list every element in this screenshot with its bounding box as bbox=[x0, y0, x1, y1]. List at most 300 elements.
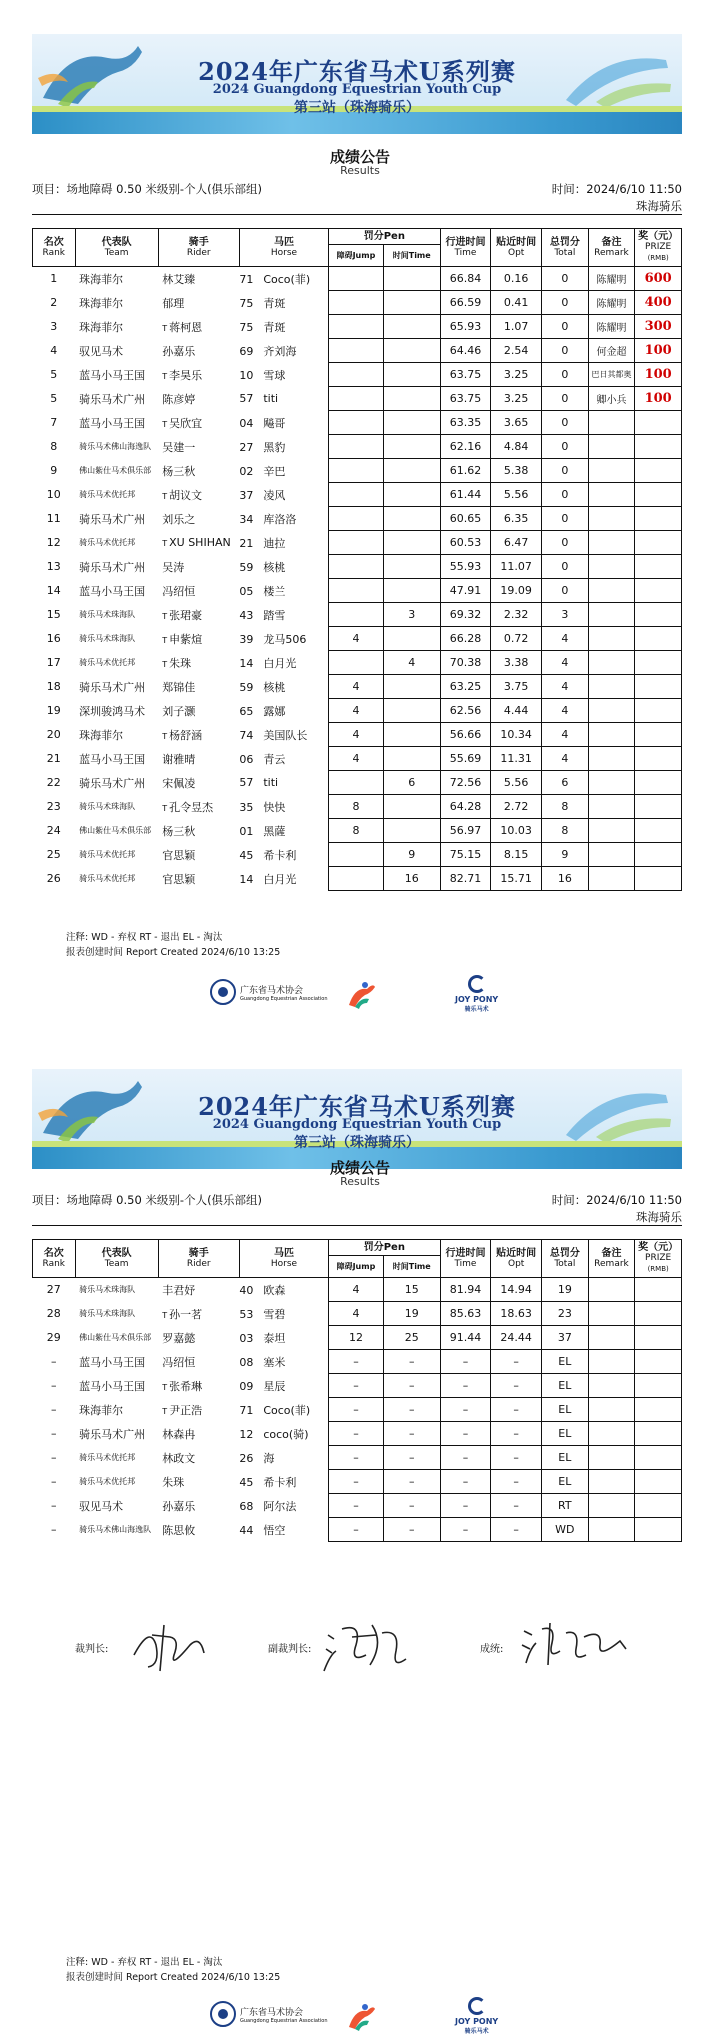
joypony-mark-icon bbox=[468, 1997, 486, 2015]
remark-cell bbox=[588, 1374, 635, 1398]
jump-pen-cell: 4 bbox=[329, 723, 384, 747]
total-cell: 3 bbox=[542, 603, 589, 627]
horse-name: coco(骑) bbox=[263, 1427, 309, 1441]
horse-cell bbox=[239, 555, 328, 579]
rider-cell bbox=[158, 1374, 239, 1398]
total-cell: 4 bbox=[542, 699, 589, 723]
opt-cell: 4.44 bbox=[491, 699, 542, 723]
jump-pen-cell: 12 bbox=[329, 1326, 384, 1350]
prize-cell bbox=[635, 1470, 682, 1494]
time-cell: 63.35 bbox=[440, 411, 491, 435]
team-cell: 骑乐马术广州 bbox=[79, 392, 146, 406]
rider-name: 林艾臻 bbox=[162, 272, 196, 286]
horse-cell bbox=[239, 627, 328, 651]
prize-cell: 100 bbox=[635, 339, 682, 363]
remark-cell: 卿小兵 bbox=[588, 387, 635, 411]
remark-cell bbox=[588, 507, 635, 531]
result-row bbox=[33, 1470, 682, 1494]
rank-cell: 1 bbox=[50, 272, 58, 286]
result-row bbox=[33, 1518, 682, 1542]
opt-cell: 3.25 bbox=[491, 387, 542, 411]
jump-pen-cell bbox=[329, 651, 384, 675]
venue-label: 珠海骑乐 bbox=[636, 199, 682, 213]
result-row bbox=[33, 267, 682, 291]
jump-pen-cell bbox=[329, 267, 384, 291]
opt-cell: – bbox=[491, 1398, 542, 1422]
horse-number: 06 bbox=[239, 752, 254, 766]
jump-pen-cell bbox=[329, 339, 384, 363]
joypony-logo: JOY PONY 骑乐马术 bbox=[455, 975, 498, 1013]
rider-cell bbox=[158, 795, 239, 819]
total-cell: RT bbox=[542, 1494, 589, 1518]
jump-pen-cell: 4 bbox=[329, 1302, 384, 1326]
rank-cell: 21 bbox=[46, 752, 61, 765]
horse-number: 39 bbox=[239, 632, 254, 646]
col-pen: 罚分Pen bbox=[329, 1240, 441, 1256]
rider-name: 朱珠 bbox=[169, 656, 192, 670]
horse-number: 59 bbox=[239, 680, 254, 694]
team-cell: 骑乐马术佛山海逸队 bbox=[79, 442, 152, 451]
rider-cell bbox=[158, 339, 239, 363]
jump-pen-cell bbox=[329, 363, 384, 387]
col-horse: 马匹 Horse bbox=[239, 229, 328, 267]
time-pen-cell bbox=[383, 315, 440, 339]
results-body-page-1 bbox=[33, 267, 682, 891]
total-cell: WD bbox=[542, 1518, 589, 1542]
prize-cell bbox=[635, 771, 682, 795]
project-label: 项目：场地障碍 0.50 米级别-个人(俱乐部组) bbox=[32, 1193, 263, 1207]
col-remark: 备注 Remark bbox=[588, 1240, 635, 1278]
rank-cell: 2 bbox=[50, 296, 58, 309]
col-prize: 奖（元） PRIZE (RMB) bbox=[635, 229, 682, 267]
time-pen-cell bbox=[383, 555, 440, 579]
time-cell: – bbox=[440, 1350, 491, 1374]
team-cell: 骑乐马术珠海队 bbox=[79, 802, 136, 811]
horse-number: 40 bbox=[239, 1283, 254, 1297]
total-cell: EL bbox=[542, 1398, 589, 1422]
rider-name: 冯绍恒 bbox=[162, 584, 196, 598]
rider-name: 孙嘉乐 bbox=[162, 1499, 196, 1513]
remark-cell bbox=[588, 699, 635, 723]
prize-cell bbox=[635, 507, 682, 531]
rider-cell bbox=[158, 315, 239, 339]
total-cell: 4 bbox=[542, 723, 589, 747]
prize-cell: 100 bbox=[635, 387, 682, 411]
prize-cell bbox=[635, 795, 682, 819]
prize-cell bbox=[635, 699, 682, 723]
team-cell: 骑乐马术广州 bbox=[79, 680, 146, 694]
prize-cell bbox=[635, 675, 682, 699]
time-pen-cell: – bbox=[383, 1446, 440, 1470]
total-cell: 16 bbox=[542, 867, 589, 891]
horse-cell bbox=[239, 531, 328, 555]
total-cell: 23 bbox=[542, 1302, 589, 1326]
horse-name: 希卡利 bbox=[263, 848, 297, 862]
page-title: 成绩公告 bbox=[329, 148, 390, 166]
team-cell: 深圳骏鸿马术 bbox=[79, 704, 146, 718]
horse-name: 青斑 bbox=[263, 320, 286, 334]
rider-cell bbox=[158, 819, 239, 843]
time-cell: – bbox=[440, 1446, 491, 1470]
total-cell: 0 bbox=[542, 291, 589, 315]
total-cell: 0 bbox=[542, 339, 589, 363]
footer-logos bbox=[0, 1997, 720, 2037]
total-cell: 8 bbox=[542, 795, 589, 819]
total-cell: 4 bbox=[542, 627, 589, 651]
rank-cell: 22 bbox=[46, 776, 61, 789]
horse-number: 14 bbox=[239, 656, 254, 670]
rider-name: 官思颖 bbox=[162, 848, 196, 862]
horse-name: 核桃 bbox=[263, 680, 286, 694]
jump-pen-cell bbox=[329, 507, 384, 531]
rank-cell: 19 bbox=[46, 704, 61, 717]
opt-cell: – bbox=[491, 1470, 542, 1494]
rider-name: 吴建一 bbox=[162, 440, 196, 454]
time-pen-cell bbox=[383, 579, 440, 603]
rider-name: 刘子灏 bbox=[162, 704, 196, 718]
horse-number: 71 bbox=[239, 272, 254, 286]
prize-cell bbox=[635, 555, 682, 579]
result-row bbox=[33, 483, 682, 507]
horse-number: 57 bbox=[239, 776, 254, 789]
result-row bbox=[33, 747, 682, 771]
remark-cell bbox=[588, 627, 635, 651]
time-label: 时间：2024/6/10 11:50 bbox=[551, 182, 682, 196]
total-cell: 8 bbox=[542, 819, 589, 843]
remark-cell bbox=[588, 795, 635, 819]
jump-pen-cell bbox=[329, 483, 384, 507]
time-cell: 56.66 bbox=[440, 723, 491, 747]
horse-cell bbox=[239, 315, 328, 339]
horse-cell bbox=[239, 1278, 328, 1302]
horse-cell bbox=[239, 459, 328, 483]
horse-cell bbox=[239, 867, 328, 891]
rider-name: 丰君妤 bbox=[162, 1283, 196, 1297]
banner-station: 第三站（珠海骑乐） bbox=[294, 100, 420, 116]
deputy-judge-signature bbox=[322, 1615, 412, 1677]
horse-name: 希卡利 bbox=[263, 1475, 297, 1489]
remark-cell bbox=[588, 1446, 635, 1470]
scorer-signature bbox=[520, 1619, 630, 1669]
rider-name: 孙嘉乐 bbox=[162, 344, 196, 358]
remark-cell bbox=[588, 819, 635, 843]
remark-cell: 何金超 bbox=[588, 339, 635, 363]
total-cell: 0 bbox=[542, 579, 589, 603]
jump-pen-cell: – bbox=[329, 1446, 384, 1470]
team-cell: 骑乐马术珠海队 bbox=[79, 1309, 136, 1318]
jump-pen-cell: – bbox=[329, 1398, 384, 1422]
rider-name: 宋佩凌 bbox=[162, 776, 196, 790]
jump-pen-cell: – bbox=[329, 1374, 384, 1398]
rider-name: 尹正浩 bbox=[169, 1403, 203, 1417]
rider-cell bbox=[158, 267, 239, 291]
remark-cell bbox=[588, 1470, 635, 1494]
association-logo: 广东省马术协会 Guangdong Equestrian Association bbox=[210, 979, 328, 1005]
rank-cell: – bbox=[51, 1355, 57, 1368]
time-cell: – bbox=[440, 1398, 491, 1422]
rank-cell: 8 bbox=[50, 440, 58, 453]
total-cell: EL bbox=[542, 1446, 589, 1470]
total-cell: 6 bbox=[542, 771, 589, 795]
rider-cell bbox=[158, 675, 239, 699]
result-row bbox=[33, 1398, 682, 1422]
col-pen: 罚分Pen bbox=[329, 229, 441, 245]
horse-number: 12 bbox=[239, 1427, 254, 1441]
col-team: 代表队 Team bbox=[75, 1240, 158, 1278]
jump-pen-cell bbox=[329, 579, 384, 603]
result-row bbox=[33, 507, 682, 531]
prize-cell bbox=[635, 1494, 682, 1518]
horse-cell bbox=[239, 435, 328, 459]
horse-name: 白月光 bbox=[263, 656, 297, 670]
total-cell: EL bbox=[542, 1422, 589, 1446]
team-member-mark: T bbox=[162, 491, 168, 501]
result-row bbox=[33, 627, 682, 651]
remark-cell bbox=[588, 867, 635, 891]
rider-cell bbox=[158, 747, 239, 771]
result-row bbox=[33, 1374, 682, 1398]
rank-cell: 4 bbox=[50, 344, 58, 357]
time-cell: 55.93 bbox=[440, 555, 491, 579]
horse-name: 飚哥 bbox=[263, 416, 286, 430]
total-cell: 19 bbox=[542, 1278, 589, 1302]
remark-cell bbox=[588, 603, 635, 627]
horse-cell bbox=[239, 411, 328, 435]
horse-cell bbox=[239, 771, 328, 795]
total-cell: 0 bbox=[542, 483, 589, 507]
time-pen-cell bbox=[383, 411, 440, 435]
horse-cell bbox=[239, 579, 328, 603]
remark-cell bbox=[588, 1518, 635, 1542]
team-member-mark: T bbox=[162, 1406, 168, 1416]
result-row bbox=[33, 1446, 682, 1470]
rider-name: 杨三秋 bbox=[162, 464, 196, 478]
rider-name: 林政文 bbox=[162, 1451, 196, 1465]
prize-cell bbox=[635, 1446, 682, 1470]
rank-cell: 14 bbox=[46, 584, 61, 597]
rider-name: 郑锦佳 bbox=[162, 680, 196, 694]
col-rider: 骑手 Rider bbox=[158, 229, 239, 267]
horse-number: 04 bbox=[239, 416, 254, 430]
horse-number: 74 bbox=[239, 728, 254, 742]
time-pen-cell bbox=[383, 627, 440, 651]
result-row bbox=[33, 675, 682, 699]
time-cell: 70.38 bbox=[440, 651, 491, 675]
horse-name: 凌风 bbox=[263, 488, 286, 502]
rider-cell bbox=[158, 1302, 239, 1326]
time-pen-cell bbox=[383, 723, 440, 747]
horse-cell bbox=[239, 1398, 328, 1422]
legend-note: 注释: WD - 弃权 RT - 退出 EL - 淘汰 bbox=[66, 1957, 223, 1968]
results-body-page-2 bbox=[33, 1278, 682, 1542]
result-row bbox=[33, 435, 682, 459]
time-pen-cell: 25 bbox=[383, 1326, 440, 1350]
time-cell: 63.75 bbox=[440, 363, 491, 387]
team-cell: 佛山紫仕马术俱乐部 bbox=[79, 1333, 152, 1342]
rider-cell bbox=[158, 531, 239, 555]
horse-cell bbox=[239, 267, 328, 291]
total-cell: 0 bbox=[542, 435, 589, 459]
divider bbox=[32, 1225, 682, 1226]
rider-cell bbox=[158, 843, 239, 867]
prize-cell bbox=[635, 651, 682, 675]
prize-cell bbox=[635, 1374, 682, 1398]
total-cell: 0 bbox=[542, 531, 589, 555]
horse-name: 楼兰 bbox=[263, 584, 286, 598]
rank-cell: 20 bbox=[46, 728, 61, 741]
jump-pen-cell: – bbox=[329, 1470, 384, 1494]
time-pen-cell: 19 bbox=[383, 1302, 440, 1326]
horse-number: 08 bbox=[239, 1355, 254, 1369]
col-opt: 贴近时间 Opt bbox=[491, 229, 542, 267]
opt-cell: 8.15 bbox=[491, 843, 542, 867]
remark-cell bbox=[588, 579, 635, 603]
opt-cell: – bbox=[491, 1374, 542, 1398]
horse-number: 69 bbox=[239, 344, 254, 358]
col-team: 代表队 Team bbox=[75, 229, 158, 267]
remark-cell bbox=[588, 459, 635, 483]
result-row bbox=[33, 579, 682, 603]
rank-cell: 5 bbox=[50, 392, 58, 405]
team-cell: 骑乐马术广州 bbox=[79, 560, 146, 574]
remark-cell bbox=[588, 1350, 635, 1374]
horse-number: 02 bbox=[239, 464, 254, 478]
rider-cell bbox=[158, 1326, 239, 1350]
rider-cell bbox=[158, 291, 239, 315]
jump-pen-cell bbox=[329, 411, 384, 435]
rider-cell bbox=[158, 603, 239, 627]
time-cell: – bbox=[440, 1470, 491, 1494]
time-pen-cell bbox=[383, 747, 440, 771]
rider-cell bbox=[158, 1398, 239, 1422]
rider-cell bbox=[158, 459, 239, 483]
total-cell: 0 bbox=[542, 387, 589, 411]
col-total: 总罚分 Total bbox=[542, 229, 589, 267]
horse-name: 星辰 bbox=[263, 1379, 286, 1393]
time-pen-cell: 15 bbox=[383, 1278, 440, 1302]
prize-cell bbox=[635, 1278, 682, 1302]
time-cell: 82.71 bbox=[440, 867, 491, 891]
result-row bbox=[33, 603, 682, 627]
prize-cell bbox=[635, 627, 682, 651]
horse-number: 14 bbox=[239, 872, 254, 886]
opt-cell: – bbox=[491, 1422, 542, 1446]
remark-cell bbox=[588, 531, 635, 555]
jump-pen-cell: 4 bbox=[329, 627, 384, 651]
horse-name: 雪碧 bbox=[263, 1307, 286, 1321]
opt-cell: 10.34 bbox=[491, 723, 542, 747]
rider-cell bbox=[158, 1494, 239, 1518]
time-cell: 75.15 bbox=[440, 843, 491, 867]
rider-name: 张珺豪 bbox=[169, 608, 203, 622]
result-row bbox=[33, 843, 682, 867]
rider-name: 林森冉 bbox=[162, 1427, 196, 1441]
time-pen-cell bbox=[383, 435, 440, 459]
result-row bbox=[33, 819, 682, 843]
team-cell: 珠海菲尔 bbox=[79, 728, 124, 742]
horse-cell bbox=[239, 1470, 328, 1494]
remark-cell bbox=[588, 651, 635, 675]
horse-cell bbox=[239, 1494, 328, 1518]
jump-pen-cell: – bbox=[329, 1494, 384, 1518]
event-banner bbox=[32, 1069, 682, 1169]
horse-name: 黑豹 bbox=[263, 440, 286, 454]
opt-cell: 5.56 bbox=[491, 483, 542, 507]
team-cell: 驭见马术 bbox=[79, 1499, 124, 1513]
opt-cell: 2.72 bbox=[491, 795, 542, 819]
team-cell: 蓝马小马王国 bbox=[79, 752, 146, 766]
rank-cell: 7 bbox=[50, 416, 58, 429]
time-pen-cell: – bbox=[383, 1494, 440, 1518]
rider-name: 孙一茗 bbox=[169, 1307, 203, 1321]
col-time: 行进时间 Time bbox=[440, 1240, 491, 1278]
horse-number: 44 bbox=[239, 1523, 254, 1537]
rider-cell bbox=[158, 1446, 239, 1470]
team-cell: 骑乐马术优托邦 bbox=[79, 1477, 136, 1486]
team-cell: 骑乐马术珠海队 bbox=[79, 610, 136, 619]
time-cell: 63.25 bbox=[440, 675, 491, 699]
time-pen-cell: 9 bbox=[383, 843, 440, 867]
prize-cell: 600 bbox=[635, 267, 682, 291]
prize-cell bbox=[635, 867, 682, 891]
team-cell: 骑乐马术广州 bbox=[79, 776, 146, 790]
result-row bbox=[33, 1350, 682, 1374]
divider bbox=[32, 214, 682, 215]
total-cell: 0 bbox=[542, 363, 589, 387]
jump-pen-cell bbox=[329, 603, 384, 627]
opt-cell: 5.56 bbox=[491, 771, 542, 795]
jump-pen-cell bbox=[329, 843, 384, 867]
rider-cell bbox=[158, 483, 239, 507]
col-horse: 马匹 Horse bbox=[239, 1240, 328, 1278]
rank-cell: 23 bbox=[46, 800, 61, 813]
remark-cell: 陈耀明 bbox=[588, 291, 635, 315]
remark-cell bbox=[588, 555, 635, 579]
rank-cell: 10 bbox=[46, 488, 61, 501]
rider-cell bbox=[158, 723, 239, 747]
time-cell: 61.62 bbox=[440, 459, 491, 483]
banner-station: 第三站（珠海骑乐） bbox=[294, 1135, 420, 1151]
time-cell: 64.46 bbox=[440, 339, 491, 363]
results-table bbox=[32, 228, 682, 891]
horse-cell bbox=[239, 651, 328, 675]
time-cell: 63.75 bbox=[440, 387, 491, 411]
time-pen-cell bbox=[383, 699, 440, 723]
team-member-mark: T bbox=[162, 539, 168, 548]
opt-cell: 4.84 bbox=[491, 435, 542, 459]
time-pen-cell bbox=[383, 507, 440, 531]
time-pen-cell: – bbox=[383, 1350, 440, 1374]
team-cell: 驭见马术 bbox=[79, 344, 124, 358]
rider-cell bbox=[158, 1422, 239, 1446]
time-cell: 65.93 bbox=[440, 315, 491, 339]
rank-cell: 15 bbox=[46, 608, 61, 621]
time-cell: 64.28 bbox=[440, 795, 491, 819]
rider-name: 郁理 bbox=[162, 296, 185, 310]
prize-cell bbox=[635, 1350, 682, 1374]
venue-label: 珠海骑乐 bbox=[636, 1210, 682, 1224]
page-subtitle: Results bbox=[340, 164, 380, 177]
rider-name: XU SHIHAN bbox=[169, 536, 231, 549]
horse-name: 白月光 bbox=[263, 872, 297, 886]
rank-cell: – bbox=[51, 1475, 57, 1488]
chief-judge-signature bbox=[130, 1615, 210, 1675]
horse-cell bbox=[239, 507, 328, 531]
col-total: 总罚分 Total bbox=[542, 1240, 589, 1278]
opt-cell: 14.94 bbox=[491, 1278, 542, 1302]
opt-cell: 10.03 bbox=[491, 819, 542, 843]
prize-cell bbox=[635, 1422, 682, 1446]
